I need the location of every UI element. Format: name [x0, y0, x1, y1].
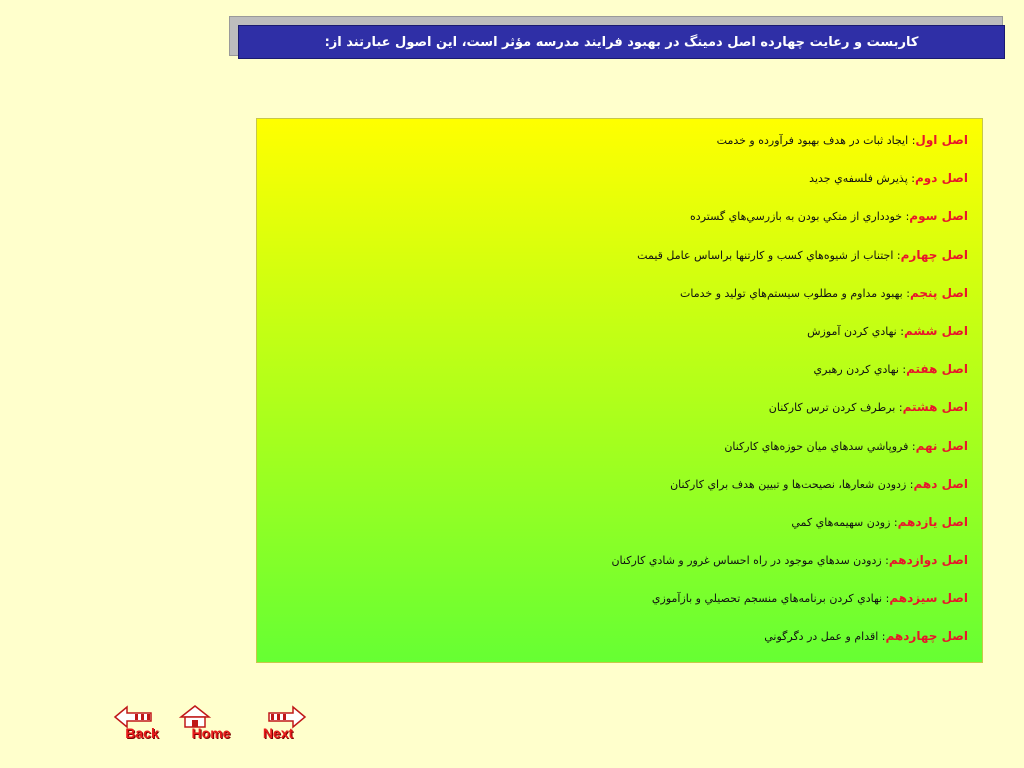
principle-label: اصل دوازدهم [888, 553, 968, 568]
principle-text: اجتناب از شيوه‌هاي كسب و كارتنها براساس عامل قيمت [637, 248, 894, 262]
principle-separator: : [911, 439, 916, 453]
principle-text: ايجاد ثبات در هدف بهبود فرآورده و خدمت [716, 134, 909, 147]
principle-item [271, 475, 968, 513]
principle-item [271, 284, 968, 322]
principle-item [271, 360, 968, 398]
principle-label: اصل سوم [909, 209, 968, 224]
principle-separator: : [902, 363, 907, 377]
principle-separator: : [885, 592, 890, 606]
principle-item [271, 589, 968, 627]
principle-separator: : [885, 554, 889, 568]
principle-text: نهادي كردن برنامه‌هاي منسجم تحصيلي و بازآموزي [651, 592, 883, 606]
principle-separator: : [906, 286, 910, 300]
principle-label: اصل نهم [915, 438, 968, 453]
principle-text: برطرف كردن ترس كاركنان [768, 401, 896, 415]
principle-item [271, 437, 968, 475]
principle-text: اقدام و عمل در دگرگوني [764, 630, 879, 644]
principle-text: زدودن شعارها، نصيحت‌ها و تبيين هدف براي كاركنان [670, 477, 907, 491]
principles-panel [256, 118, 983, 663]
principle-label: اصل هشتم [902, 400, 968, 415]
home-label: Home [191, 725, 231, 741]
principle-separator: : [909, 477, 914, 491]
principle-text: پذيرش فلسفه‌ي جديد [809, 172, 908, 186]
next-label: Next [262, 725, 294, 741]
principle-item [271, 169, 968, 207]
principle-item [271, 513, 968, 551]
principle-text: فروپاشي سدهاي ميان حوزه‌هاي كاركنان [724, 439, 909, 453]
principle-text: بهبود مداوم و مطلوب سيستم‌هاي توليد و خدمات [680, 286, 903, 300]
principle-item [271, 551, 968, 589]
principle-label: اصل دوم [914, 171, 968, 186]
principle-label: اصل ششم [903, 323, 968, 338]
principle-separator: : [911, 172, 915, 186]
principle-label: اصل چهاردهم [885, 629, 968, 644]
principle-label: اصل چهارم [900, 247, 968, 262]
principle-item [271, 131, 968, 169]
next-button[interactable] [249, 703, 307, 743]
principle-label: اصل پنجم [909, 285, 968, 300]
principle-text: خودداري از متكي بودن به بازرسي‌هاي گسترده [690, 210, 903, 224]
principle-label: اصل سیزدهم [889, 591, 968, 606]
principle-text: زدودن سدهاي موجود در راه احساس غرور و شادي كاركنان [611, 554, 882, 568]
principle-text: نهادي كردن آموزش [807, 324, 897, 338]
principle-label: اصل یازدهم [897, 514, 968, 529]
principle-separator: : [905, 210, 910, 224]
principle-separator: : [881, 630, 886, 644]
principle-separator: : [900, 324, 904, 338]
principle-item [271, 246, 968, 284]
principle-separator: : [893, 515, 898, 529]
page-title-text: کاربست و رعایت چهارده اصل دمینگ در بهبود فرایند مدرسه مؤثر است، این اصول عبارتند از: [324, 34, 919, 50]
principle-item [271, 627, 968, 665]
back-button[interactable] [113, 703, 171, 743]
principle-separator: : [898, 401, 903, 415]
page-title [238, 25, 1005, 59]
principle-label: اصل اول [915, 133, 968, 147]
principle-item [271, 398, 968, 436]
principle-item [271, 322, 968, 360]
back-label: Back [125, 725, 159, 741]
principle-separator: : [911, 134, 916, 147]
principle-text: نهادي كردن رهبري [813, 363, 899, 377]
home-button[interactable] [175, 703, 247, 743]
principle-label: اصل دهم [913, 476, 968, 491]
principle-label: اصل هفتم [906, 362, 968, 377]
principle-separator: : [896, 248, 901, 262]
principle-text: زودن سهيمه‌هاي كمي [791, 515, 891, 529]
principle-item [271, 207, 968, 245]
